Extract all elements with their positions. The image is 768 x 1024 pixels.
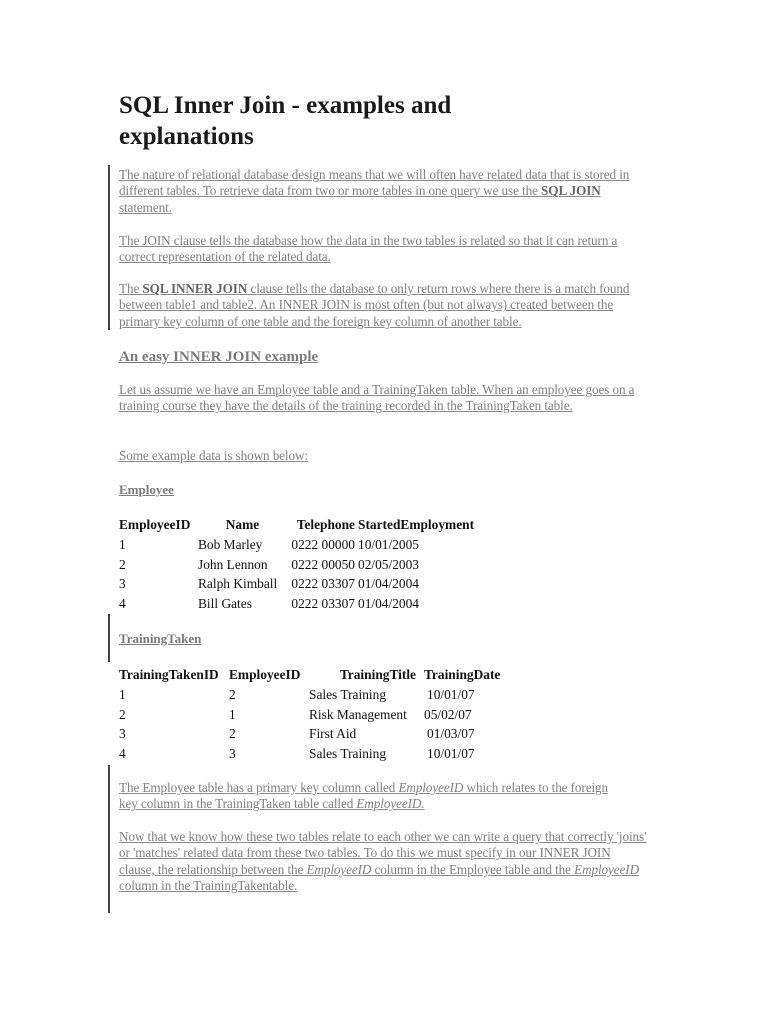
table-row [119, 555, 474, 575]
table-cell: 2 [119, 706, 126, 722]
table-cell: 1 [229, 706, 236, 722]
sql-join-term: SQL JOIN [541, 183, 601, 199]
table-header-row [119, 665, 500, 685]
table-cell: 4 [119, 595, 126, 611]
margin-rule-bottom [108, 765, 110, 913]
employeeid-term: EmployeeID. [356, 796, 425, 812]
employeeid-term: EmployeeID [574, 861, 640, 877]
table-cell: 3 [229, 745, 236, 761]
table-cell: First Aid [309, 726, 357, 742]
trainingtaken-table-label[interactable]: TrainingTaken [119, 631, 202, 646]
table-cell: 4 [119, 745, 126, 761]
table-cell: 10/01/07 [427, 745, 475, 761]
page-title: SQL Inner Join - examples and explanations [119, 92, 452, 150]
table-cell: John Lennon [198, 556, 268, 572]
table-row [119, 705, 500, 725]
table-cell: 0222 00000 [291, 536, 355, 552]
intro-paragraph[interactable]: The nature of relational database design means that we will often have related data that is stored in different tables. To retrieve data from two or more tables in one query we use the SQL JOIN statement. [119, 167, 630, 215]
join-clause-paragraph[interactable]: The JOIN clause tells the database how the data in the two tables is related so that it can return a correct representation of the related data. [119, 233, 618, 265]
column-header: Telephone [296, 517, 355, 532]
table-row [119, 744, 500, 764]
table-cell: 01/03/07 [427, 726, 475, 742]
table-row [119, 574, 474, 594]
table-cell: 0222 03307 [291, 595, 355, 611]
table-cell: 3 [119, 726, 126, 742]
margin-rule-middle [108, 614, 110, 662]
employeeid-term: EmployeeID [306, 861, 372, 877]
table-row [119, 685, 500, 705]
query-paragraph[interactable]: Now that we know how these two tables relate to each other we can write a query that correctly 'joins' or 'matches' related data from these two tables. To do this we must specify in our INNER JOIN clause, the relationship between the EmployeeID column in the Employee table and the EmployeeID column in the TrainingTakentable. [119, 829, 647, 894]
table-cell: 2 [119, 556, 126, 572]
table-cell: 3 [119, 576, 126, 592]
table-cell: 10/01/07 [427, 686, 475, 702]
table-cell: Sales Training [309, 745, 387, 761]
table-row [119, 724, 500, 744]
trainingtaken-table [119, 665, 500, 764]
table-cell: 05/02/07 [424, 706, 472, 722]
table-row [119, 535, 474, 555]
primary-key-paragraph[interactable]: The Employee table has a primary key column called EmployeeID which relates to the foreign key column in the TrainingTaken table called EmployeeID. [119, 780, 609, 812]
inner-join-paragraph[interactable]: The SQL INNER JOIN clause tells the database to only return rows where there is a match found between table1 and table2. An INNER JOIN is most often (but not always) created between the primary key column of one table and the foreign key column of another table. [119, 281, 630, 329]
employee-table [119, 515, 474, 614]
table-cell: 2 [229, 686, 236, 702]
table-cell: 01/04/2004 [358, 595, 420, 611]
table-cell: Sales Training [309, 686, 387, 702]
column-header: TrainingTakenID [119, 667, 219, 682]
example-data-paragraph[interactable]: Some example data is shown below: [119, 448, 308, 463]
column-header: EmployeeID [229, 667, 301, 682]
table-row [119, 594, 474, 614]
example-paragraph[interactable]: Let us assume we have an Employee table and a TrainingTaken table. When an employee goes on a training course they have the details of the training recorded in the TrainingTaken table. [119, 382, 635, 414]
margin-rule-top [108, 165, 110, 330]
table-cell: 0222 00050 [291, 556, 355, 572]
table-cell: 0222 03307 [291, 576, 355, 592]
section-heading[interactable]: An easy INNER JOIN example [119, 349, 319, 365]
column-header: EmployeeID [119, 517, 191, 532]
table-header-row [119, 515, 474, 535]
table-cell: Bob Marley [198, 536, 263, 552]
table-cell: 02/05/2003 [358, 556, 420, 572]
employee-table-label[interactable]: Employee [119, 482, 174, 497]
column-header: TrainingDate [424, 667, 501, 682]
table-cell: 2 [229, 726, 236, 742]
table-cell: Bill Gates [198, 595, 252, 611]
sql-inner-join-term: SQL INNER JOIN [142, 281, 248, 296]
table-cell: 10/01/2005 [358, 536, 420, 552]
column-header: TrainingTitle [339, 667, 416, 682]
table-cell: Ralph Kimball [198, 576, 278, 592]
column-header: Name [225, 517, 260, 532]
table-cell: 1 [119, 686, 126, 702]
table-cell: 1 [119, 536, 126, 552]
column-header: StartedEmployment [358, 517, 475, 532]
employeeid-term: EmployeeID [398, 780, 464, 795]
table-cell: 01/04/2004 [358, 576, 420, 592]
table-cell: Risk Management [309, 706, 407, 722]
